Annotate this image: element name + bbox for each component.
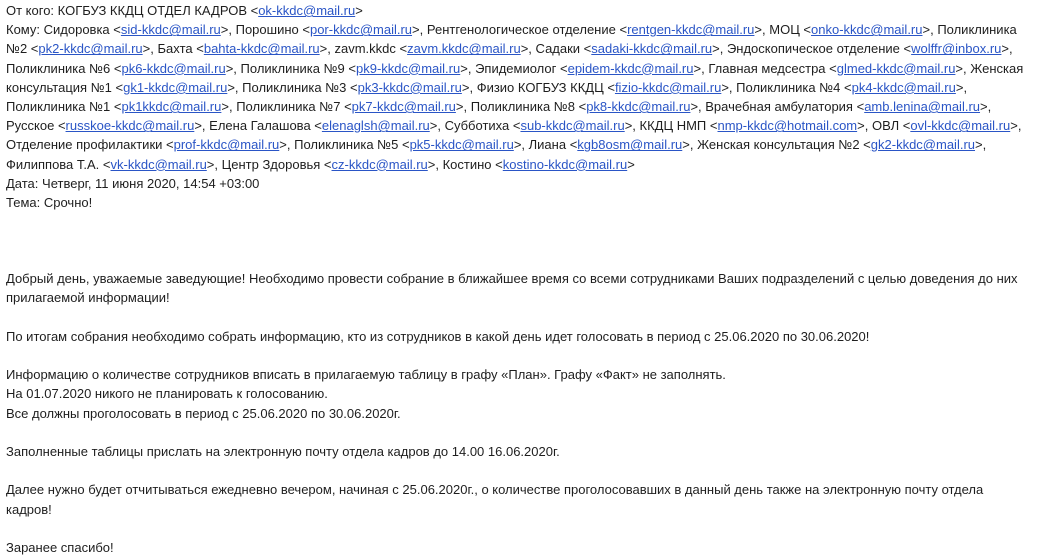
subject-value: Срочно! xyxy=(43,195,93,211)
recipient-email-link[interactable]: elenaglsh@mail.ru xyxy=(321,118,430,134)
recipient-name: Рентгенологическое отделение xyxy=(426,22,616,38)
recipient-email-link[interactable]: zavm.kkdc@mail.ru xyxy=(407,41,521,57)
recipient-email-link[interactable]: pk6-kkdc@mail.ru xyxy=(121,60,226,76)
recipient-email-link[interactable]: pk2-kkdc@mail.ru xyxy=(38,41,143,57)
recipient-email-link[interactable]: por-kkdc@mail.ru xyxy=(309,22,413,38)
recipient-name: Эндоскопическое отделение xyxy=(726,41,900,57)
recipient: Филиппова Т.А. <vk-kkdc@mail.ru>, xyxy=(6,156,222,172)
recipient-name: Сидоровка xyxy=(43,22,110,38)
recipient-name: Поликлиника №1 xyxy=(6,99,111,115)
to-line xyxy=(6,20,1028,174)
from-line: От кого: КОГБУЗ ККДЦ ОТДЕЛ КАДРОВ <ok-kkdc@mail.ru> xyxy=(6,3,363,18)
recipient: Врачебная амбулатория <amb.lenina@mail.ru>, xyxy=(705,99,992,115)
recipient: zavm.kkdc <zavm.kkdc@mail.ru>, xyxy=(334,41,536,57)
recipient: Поликлиника №8 <pk8-kkdc@mail.ru>, xyxy=(470,99,706,115)
recipient-email-link[interactable]: vk-kkdc@mail.ru xyxy=(110,156,207,172)
recipient-email-link[interactable]: pk3-kkdc@mail.ru xyxy=(357,79,462,95)
recipient-name: Поликлиника №6 xyxy=(6,60,111,76)
recipient: Поликлиника №7 <pk7-kkdc@mail.ru>, xyxy=(236,99,471,115)
recipient: Поликлиника №6 <pk6-kkdc@mail.ru>, xyxy=(6,60,241,76)
recipient-email-link[interactable]: russkoe-kkdc@mail.ru xyxy=(65,118,195,134)
recipient-name: Поликлиника №9 xyxy=(240,60,345,76)
body-paragraph: По итогам собрания необходимо собрать информацию, кто из сотрудников в какой день идет голосовать в период с 25.06.2020 по 30.06.2020! xyxy=(6,328,870,344)
recipient: Рентгенологическое отделение <rentgen-kkdc@mail.ru>, xyxy=(426,22,770,38)
body-paragraph: На 01.07.2020 никого не планировать к голосованию. xyxy=(6,386,328,402)
recipient-name: ОВЛ xyxy=(871,118,900,134)
recipient: Садаки <sadaki-kkdc@mail.ru>, xyxy=(535,41,727,57)
recipient: Женская консультация №1 <gk1-kkdc@mail.ru>, xyxy=(6,60,1024,95)
recipient-name: Елена Галашова xyxy=(209,118,311,134)
recipient: Женская консультация №2 <gk2-kkdc@mail.ru>, xyxy=(697,137,987,153)
recipient-name: Садаки xyxy=(535,41,581,57)
recipient-email-link[interactable]: gk2-kkdc@mail.ru xyxy=(870,137,976,153)
recipient-email-link[interactable]: pk8-kkdc@mail.ru xyxy=(586,99,691,115)
recipient-name: Эпидемиолог xyxy=(475,60,557,76)
recipient-email-link[interactable]: sub-kkdc@mail.ru xyxy=(520,118,625,134)
recipient-email-link[interactable]: gk1-kkdc@mail.ru xyxy=(123,79,228,95)
recipient: Отделение профилактики <prof-kkdc@mail.ru>, xyxy=(6,137,295,153)
sender-name: КОГБУЗ ККДЦ ОТДЕЛ КАДРОВ xyxy=(57,3,247,18)
recipient-name: Субботиха xyxy=(444,118,510,134)
recipient-email-link[interactable]: sid-kkdc@mail.ru xyxy=(120,22,221,38)
recipient-name: Поликлиника №2 xyxy=(6,22,1017,57)
recipient: Елена Галашова <elenaglsh@mail.ru>, xyxy=(209,118,445,134)
sender-email-link[interactable]: ok-kkdc@mail.ru xyxy=(258,3,356,18)
recipient: Физио КОГБУЗ ККДЦ <fizio-kkdc@mail.ru>, xyxy=(476,79,737,95)
to-label: Кому: xyxy=(6,22,40,38)
recipient-name: МОЦ xyxy=(769,22,800,38)
recipient: Поликлиника №1 <pk1kkdc@mail.ru>, xyxy=(6,99,237,115)
recipient-name: Женская консультация №1 xyxy=(6,60,1024,95)
recipient-name: Бахта xyxy=(157,41,193,57)
recipient-email-link[interactable]: amb.lenina@mail.ru xyxy=(864,99,981,115)
recipient: Центр Здоровья <cz-kkdc@mail.ru>, xyxy=(221,156,443,172)
recipient: Лиана <kgb8osm@mail.ru>, xyxy=(528,137,698,153)
recipient-email-link[interactable]: pk1kkdc@mail.ru xyxy=(121,99,222,115)
recipient: Поликлиника №3 <pk3-kkdc@mail.ru>, xyxy=(242,79,477,95)
recipient-email-link[interactable]: pk4-kkdc@mail.ru xyxy=(851,79,956,95)
recipient: Костино <kostino-kkdc@mail.ru> xyxy=(442,156,635,172)
recipient-email-link[interactable]: cz-kkdc@mail.ru xyxy=(331,156,428,172)
recipient-name: Поликлиника №5 xyxy=(294,137,399,153)
recipient-email-link[interactable]: onko-kkdc@mail.ru xyxy=(811,22,923,38)
body-paragraph: Далее нужно будет отчитываться ежедневно вечером, начиная с 25.06.2020г., о количестве проголосовавших в данный день также на электронную почту отдела кадров! xyxy=(6,482,984,517)
recipient-name: Центр Здоровья xyxy=(221,156,321,172)
recipient-email-link[interactable]: bahta-kkdc@mail.ru xyxy=(203,41,320,57)
recipient: Сидоровка <sid-kkdc@mail.ru>, xyxy=(43,22,236,38)
recipient-name: Отделение профилактики xyxy=(6,137,163,153)
body-paragraph: Заполненные таблицы прислать на электронную почту отдела кадров до 14.00 16.06.2020г. xyxy=(6,444,560,460)
recipient-name: Порошино xyxy=(235,22,299,38)
recipient-email-link[interactable]: epidem-kkdc@mail.ru xyxy=(567,60,694,76)
recipient: Порошино <por-kkdc@mail.ru>, xyxy=(235,22,427,38)
from-label: От кого: xyxy=(6,3,55,18)
recipient-name: Врачебная амбулатория xyxy=(705,99,853,115)
recipient-email-link[interactable]: nmp-kkdc@hotmail.com xyxy=(717,118,858,134)
date-value: Четверг, 11 июня 2020, 14:54 +03:00 xyxy=(42,175,260,191)
recipient: Поликлиника №9 <pk9-kkdc@mail.ru>, xyxy=(240,60,476,76)
recipient-name: zavm.kkdc xyxy=(334,41,396,57)
recipient-email-link[interactable]: prof-kkdc@mail.ru xyxy=(173,137,280,153)
recipient: ККДЦ НМП <nmp-kkdc@hotmail.com>, xyxy=(639,118,872,134)
recipient: Эпидемиолог <epidem-kkdc@mail.ru>, xyxy=(475,60,709,76)
recipient: ОВЛ <ovl-kkdc@mail.ru>, xyxy=(871,118,1022,134)
recipient-email-link[interactable]: wolffr@inbox.ru xyxy=(911,41,1002,57)
recipient: Поликлиника №2 <pk2-kkdc@mail.ru>, xyxy=(6,22,1017,57)
recipient-name: Филиппова Т.А. xyxy=(6,156,100,172)
recipient-email-link[interactable]: rentgen-kkdc@mail.ru xyxy=(627,22,755,38)
recipient-name: Поликлиника №8 xyxy=(470,99,575,115)
recipient-email-link[interactable]: kostino-kkdc@mail.ru xyxy=(502,156,628,172)
recipient: Бахта <bahta-kkdc@mail.ru>, xyxy=(157,41,335,57)
date-line xyxy=(6,174,1028,193)
signoff: Заранее спасибо! xyxy=(6,540,114,555)
recipient: Поликлиника №5 <pk5-kkdc@mail.ru>, xyxy=(294,137,529,153)
recipient: МОЦ <onko-kkdc@mail.ru>, xyxy=(769,22,938,38)
subject-label: Тема: xyxy=(6,195,41,211)
date-label: Дата: xyxy=(6,175,39,191)
recipient-email-link[interactable]: pk9-kkdc@mail.ru xyxy=(356,60,461,76)
recipient-name: Физио КОГБУЗ ККДЦ xyxy=(476,79,604,95)
recipient: Эндоскопическое отделение <wolffr@inbox.ru>, xyxy=(726,41,1013,57)
body-paragraph: Добрый день, уважаемые заведующие! Необходимо провести собрание в ближайшее время со всеми сотрудниками Ваших подразделений с целью доведения до них прилагаемой информации! xyxy=(6,271,1018,306)
recipient-email-link[interactable]: fizio-kkdc@mail.ru xyxy=(614,79,722,95)
recipient-name: Лиана xyxy=(528,137,567,153)
recipient-email-link[interactable]: kgb8osm@mail.ru xyxy=(577,137,683,153)
recipient-email-link[interactable]: glmed-kkdc@mail.ru xyxy=(836,60,956,76)
recipient: Субботиха <sub-kkdc@mail.ru>, xyxy=(444,118,640,134)
body-paragraph: Информацию о количестве сотрудников вписать в прилагаемую таблицу в графу «План». Графу «Факт» не заполнять. xyxy=(6,367,726,383)
recipient-name: Костино xyxy=(442,156,492,172)
recipient-name: ККДЦ НМП xyxy=(639,118,707,134)
recipient: Поликлиника №4 <pk4-kkdc@mail.ru>, xyxy=(736,79,968,95)
recipient-name: Поликлиника №4 xyxy=(736,79,841,95)
recipient: Русское <russkoe-kkdc@mail.ru>, xyxy=(6,118,210,134)
recipient-email-link[interactable]: sadaki-kkdc@mail.ru xyxy=(591,41,713,57)
body-paragraph: Все должны проголосовать в период с 25.06.2020 по 30.06.2020г. xyxy=(6,405,401,421)
recipient-name: Главная медсестра xyxy=(708,60,826,76)
recipient-name: Поликлиника №3 xyxy=(242,79,347,95)
recipient-email-link[interactable]: ovl-kkdc@mail.ru xyxy=(910,118,1011,134)
recipient-email-link[interactable]: pk7-kkdc@mail.ru xyxy=(351,99,456,115)
recipient-name: Женская консультация №2 xyxy=(697,137,860,153)
recipient-name: Русское xyxy=(6,118,55,134)
recipient: Главная медсестра <glmed-kkdc@mail.ru>, xyxy=(708,60,971,76)
recipient-name: Поликлиника №7 xyxy=(236,99,341,115)
recipient-email-link[interactable]: pk5-kkdc@mail.ru xyxy=(409,137,514,153)
subject-line xyxy=(6,193,1028,212)
